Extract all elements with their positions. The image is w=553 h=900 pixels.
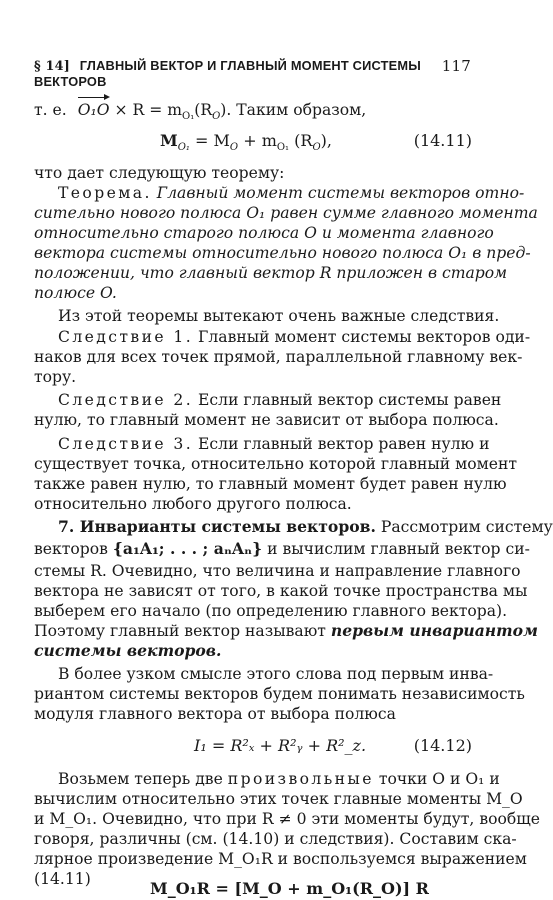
corollary-3-line-2: существует точка, относительно которой главный момент [34,455,518,473]
paragraph-line: что дает следующую теорему: [34,164,285,182]
page-number: 117 [441,57,471,75]
equation-number-14-12: (14.12) [413,736,472,755]
paragraph-4-line-4: говоря, различны (см. (14.10) и следствия). Составим ска- [34,830,517,848]
corollary-3-line-1: Следствие 3. Если главный вектор равен нулю и [58,435,490,453]
vector-o1o: O₁O [77,101,110,119]
paragraph-4-line-3: и M_O₁. Очевидно, что при R ≠ 0 эти моменты будут, вообще [34,810,540,828]
theorem-line-3: относительно старого полюса O и момента главного [34,224,494,242]
theorem-line-2: сительно нового полюса O₁ равен сумме главного момента [34,204,538,222]
equation-14-11: $M_{O_1} = M_O + m_{O_1}$ $(R_O)$, [160,131,332,154]
section-7-line-2: векторов {a₁A₁; . . . ; aₙAₙ} и вычислим главный вектор си- [34,539,530,558]
formula-line-1: т. е. $O_1O \times R = m_{O_1}(R_O)$. Таким образом, [34,101,367,123]
corollary-1-label: Следствие 1. [58,328,194,346]
paragraph-line: Из этой теоремы вытекают очень важные следствия. [58,307,500,325]
theorem-line-4: вектора системы относительно нового полюса O₁ в пред- [34,244,531,262]
equation-final: M_O₁R = [M_O + m_O₁(R_O)] R [150,879,429,898]
corollary-3-label: Следствие 3. [58,435,194,453]
corollary-2-line-2: нулю, то главный момент не зависит от выбора полюса. [34,411,499,429]
first-invariant-term: первым инвариантом [330,621,538,640]
section-7-line-4: вектора не зависят от того, в какой точке пространства мы [34,582,528,600]
running-header [34,58,471,89]
paragraph-4-line-6: (14.11) [34,870,91,888]
section-7-line-1: 7. Инварианты системы векторов. Рассмотрим систему [58,517,553,536]
section-7-line-6: Поэтому главный вектор называют первым инвариантом [34,621,538,640]
paragraph-3-line-1: В более узком смысле этого слова под первым инва- [58,665,494,683]
section-7-line-5: выберем его начало (по определению главного вектора). [34,602,508,620]
paragraph-4-line-2: вычислим относительно этих точек главные моменты M_O [34,790,523,808]
paragraph-4-line-5: лярное произведение M_O₁R и воспользуемся выражением [34,850,527,868]
paragraph-3-line-2: риантом системы векторов будем понимать независимость [34,685,525,703]
corollary-3-line-3: также равен нулю, то главный момент будет равен нулю [34,475,507,493]
corollary-1-line-3: тору. [34,368,77,386]
corollary-1-line-1: Следствие 1. Главный момент системы векторов оди- [58,328,531,346]
paragraph-4-line-1: Возьмем теперь две произвольные точки O и O₁ и [58,770,500,788]
corollary-3-line-4: относительно любого другого полюса. [34,495,352,513]
header-title: ГЛАВНЫЙ ВЕКТОР И ГЛАВНЫЙ МОМЕНТ СИСТЕМЫ ВЕКТОРОВ [34,58,421,89]
vector-set: {a₁A₁; . . . ; aₙAₙ} [112,539,263,558]
equation-number-14-11: (14.11) [413,131,472,150]
paragraph-3-line-3: модуля главного вектора от выбора полюса [34,705,396,723]
theorem-line-6: полюсе O. [34,284,117,302]
section-7-line-3: стемы R. Очевидно, что величина и направление главного [34,562,521,580]
corollary-2-label: Следствие 2. [58,391,194,409]
section-7-line-7: системы векторов. [34,641,222,660]
corollary-2-line-1: Следствие 2. Если главный вектор системы равен [58,391,502,409]
theorem-label: Теорема. [58,184,152,202]
equation-14-12: I₁ = R²ₓ + R²ᵧ + R²_z. [194,736,367,755]
theorem-line-5: положении, что главный вектор R приложен в старом [34,264,508,282]
section-7-heading: 7. Инварианты системы векторов. [58,517,376,536]
corollary-1-line-2: наков для всех точек прямой, параллельной главному век- [34,348,523,366]
theorem-line-1: Теорема. Главный момент системы векторов отно- [58,184,525,202]
section-ref: § 14] [34,59,71,74]
